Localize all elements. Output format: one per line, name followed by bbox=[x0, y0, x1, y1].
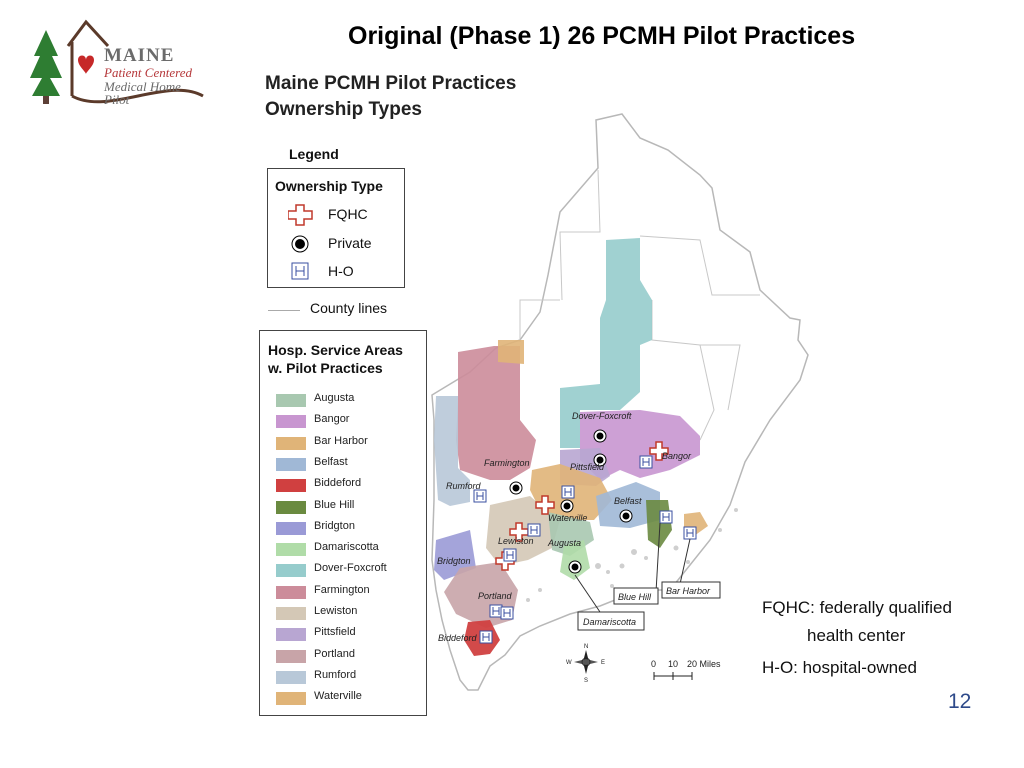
legend-label: Belfast bbox=[314, 455, 348, 468]
private-marker-icon bbox=[510, 482, 522, 494]
legend-swatch bbox=[276, 607, 306, 620]
map-title-line-2: Ownership Types bbox=[265, 99, 422, 120]
note-fqhc-line-2: health center bbox=[807, 626, 906, 645]
label-belfast: Belfast bbox=[614, 496, 642, 506]
label-farmington: Farmington bbox=[484, 458, 530, 468]
legend-label: Pittsfield bbox=[314, 626, 356, 639]
legend-swatch bbox=[276, 692, 306, 705]
ownership-legend bbox=[267, 168, 405, 288]
ho-marker-icon bbox=[684, 527, 696, 539]
scale-20: 20 Miles bbox=[687, 659, 721, 669]
legend-ho: H-O bbox=[328, 263, 354, 279]
label-biddeford: Biddeford bbox=[438, 633, 477, 643]
compass-n: N bbox=[584, 644, 589, 650]
legend-label: Biddeford bbox=[314, 477, 362, 490]
legend-swatch bbox=[276, 501, 306, 514]
legend-swatch bbox=[276, 415, 306, 428]
legend-swatch bbox=[276, 543, 306, 556]
legend-symbols bbox=[288, 203, 314, 285]
legend-label: Bangor bbox=[314, 413, 350, 426]
ownership-subtitle: Ownership Type bbox=[275, 178, 383, 194]
legend-swatch bbox=[276, 437, 306, 450]
legend-swatch bbox=[276, 394, 306, 407]
label-blue-hill: Blue Hill bbox=[618, 592, 652, 602]
legend-swatch bbox=[276, 564, 306, 577]
ho-marker-icon bbox=[480, 631, 492, 643]
legend-swatch bbox=[276, 522, 306, 535]
legend-swatch bbox=[276, 458, 306, 471]
legend-fqhc: FQHC bbox=[328, 206, 368, 222]
legend-swatch bbox=[276, 650, 306, 663]
legend-swatch bbox=[276, 479, 306, 492]
private-marker-icon bbox=[620, 510, 632, 522]
ho-legend-icon bbox=[292, 263, 308, 279]
logo-line-2: Patient Centered bbox=[104, 64, 192, 80]
ho-marker-icon bbox=[660, 511, 672, 523]
legend-swatch bbox=[276, 671, 306, 684]
legend-private: Private bbox=[328, 235, 372, 251]
ho-marker-icon bbox=[501, 607, 513, 619]
compass-w: W bbox=[566, 660, 572, 666]
hsa-title-line-1: Hosp. Service Areas bbox=[268, 342, 403, 358]
label-augusta: Augusta bbox=[548, 538, 582, 548]
county-line-sample bbox=[268, 310, 300, 311]
compass-s: S bbox=[584, 678, 589, 684]
note-fqhc-line-1: FQHC: federally qualified bbox=[762, 598, 952, 617]
legend-label: Waterville bbox=[314, 690, 362, 703]
ho-marker-icon bbox=[562, 486, 574, 498]
label-damariscotta: Damariscotta bbox=[583, 617, 637, 627]
compass-e: E bbox=[601, 660, 606, 666]
legend-swatch bbox=[276, 586, 306, 599]
fqhc-legend-icon bbox=[288, 205, 312, 225]
legend-label: Augusta bbox=[314, 392, 355, 404]
private-marker-icon bbox=[594, 430, 606, 442]
legend-label: Dover-Foxcroft bbox=[314, 562, 387, 575]
legend-label: Blue Hill bbox=[314, 498, 355, 511]
compass-rose-icon bbox=[566, 644, 605, 684]
scale-0: 0 bbox=[651, 659, 657, 669]
county-lines-label: County lines bbox=[310, 300, 388, 316]
ho-marker-icon bbox=[528, 524, 540, 536]
scale-bar bbox=[651, 659, 721, 680]
legend-label: Farmington bbox=[314, 583, 370, 596]
service-area-legend-title bbox=[268, 341, 403, 377]
legend-label: Portland bbox=[314, 647, 355, 660]
ho-marker-icon bbox=[474, 490, 486, 502]
note-ho: H-O: hospital-owned bbox=[762, 658, 917, 677]
label-portland: Portland bbox=[478, 591, 512, 601]
label-dover-foxcroft: Dover-Foxcroft bbox=[572, 411, 632, 421]
slide-title: Original (Phase 1) 26 PCMH Pilot Practices bbox=[348, 22, 856, 50]
legend-label: Bridgton bbox=[314, 519, 355, 532]
legend-heading: Legend bbox=[289, 146, 339, 162]
label-pittsfield: Pittsfield bbox=[570, 462, 605, 472]
scale-10: 10 bbox=[668, 659, 679, 669]
legend-label: Bar Harbor bbox=[314, 434, 368, 447]
private-marker-icon bbox=[569, 561, 581, 573]
legend-label: Damariscotta bbox=[314, 541, 379, 554]
service-area-legend bbox=[259, 330, 427, 716]
legend-label: Rumford bbox=[314, 668, 357, 681]
ho-marker-icon bbox=[504, 549, 516, 561]
ho-marker-icon bbox=[490, 605, 502, 617]
label-bangor: Bangor bbox=[662, 451, 692, 461]
private-legend-icon bbox=[292, 236, 308, 252]
logo-line-3: Medical Home Pilot bbox=[104, 78, 181, 108]
hsa-title-line-2: w. Pilot Practices bbox=[268, 360, 383, 376]
area-rumford-north bbox=[498, 340, 524, 364]
map-title-line-1: Maine PCMH Pilot Practices bbox=[265, 73, 517, 94]
legend-label: Lewiston bbox=[314, 605, 358, 617]
ho-marker-icon bbox=[640, 456, 652, 468]
label-bridgton: Bridgton bbox=[437, 556, 471, 566]
private-marker-icon bbox=[561, 500, 573, 512]
page-number: 12 bbox=[948, 690, 972, 713]
label-waterville: Waterville bbox=[548, 513, 588, 523]
logo-line-1: MAINE bbox=[104, 45, 175, 66]
label-lewiston: Lewiston bbox=[498, 536, 534, 546]
label-bar-harbor: Bar Harbor bbox=[666, 586, 711, 596]
label-rumford: Rumford bbox=[446, 481, 481, 491]
legend-swatch bbox=[276, 628, 306, 641]
